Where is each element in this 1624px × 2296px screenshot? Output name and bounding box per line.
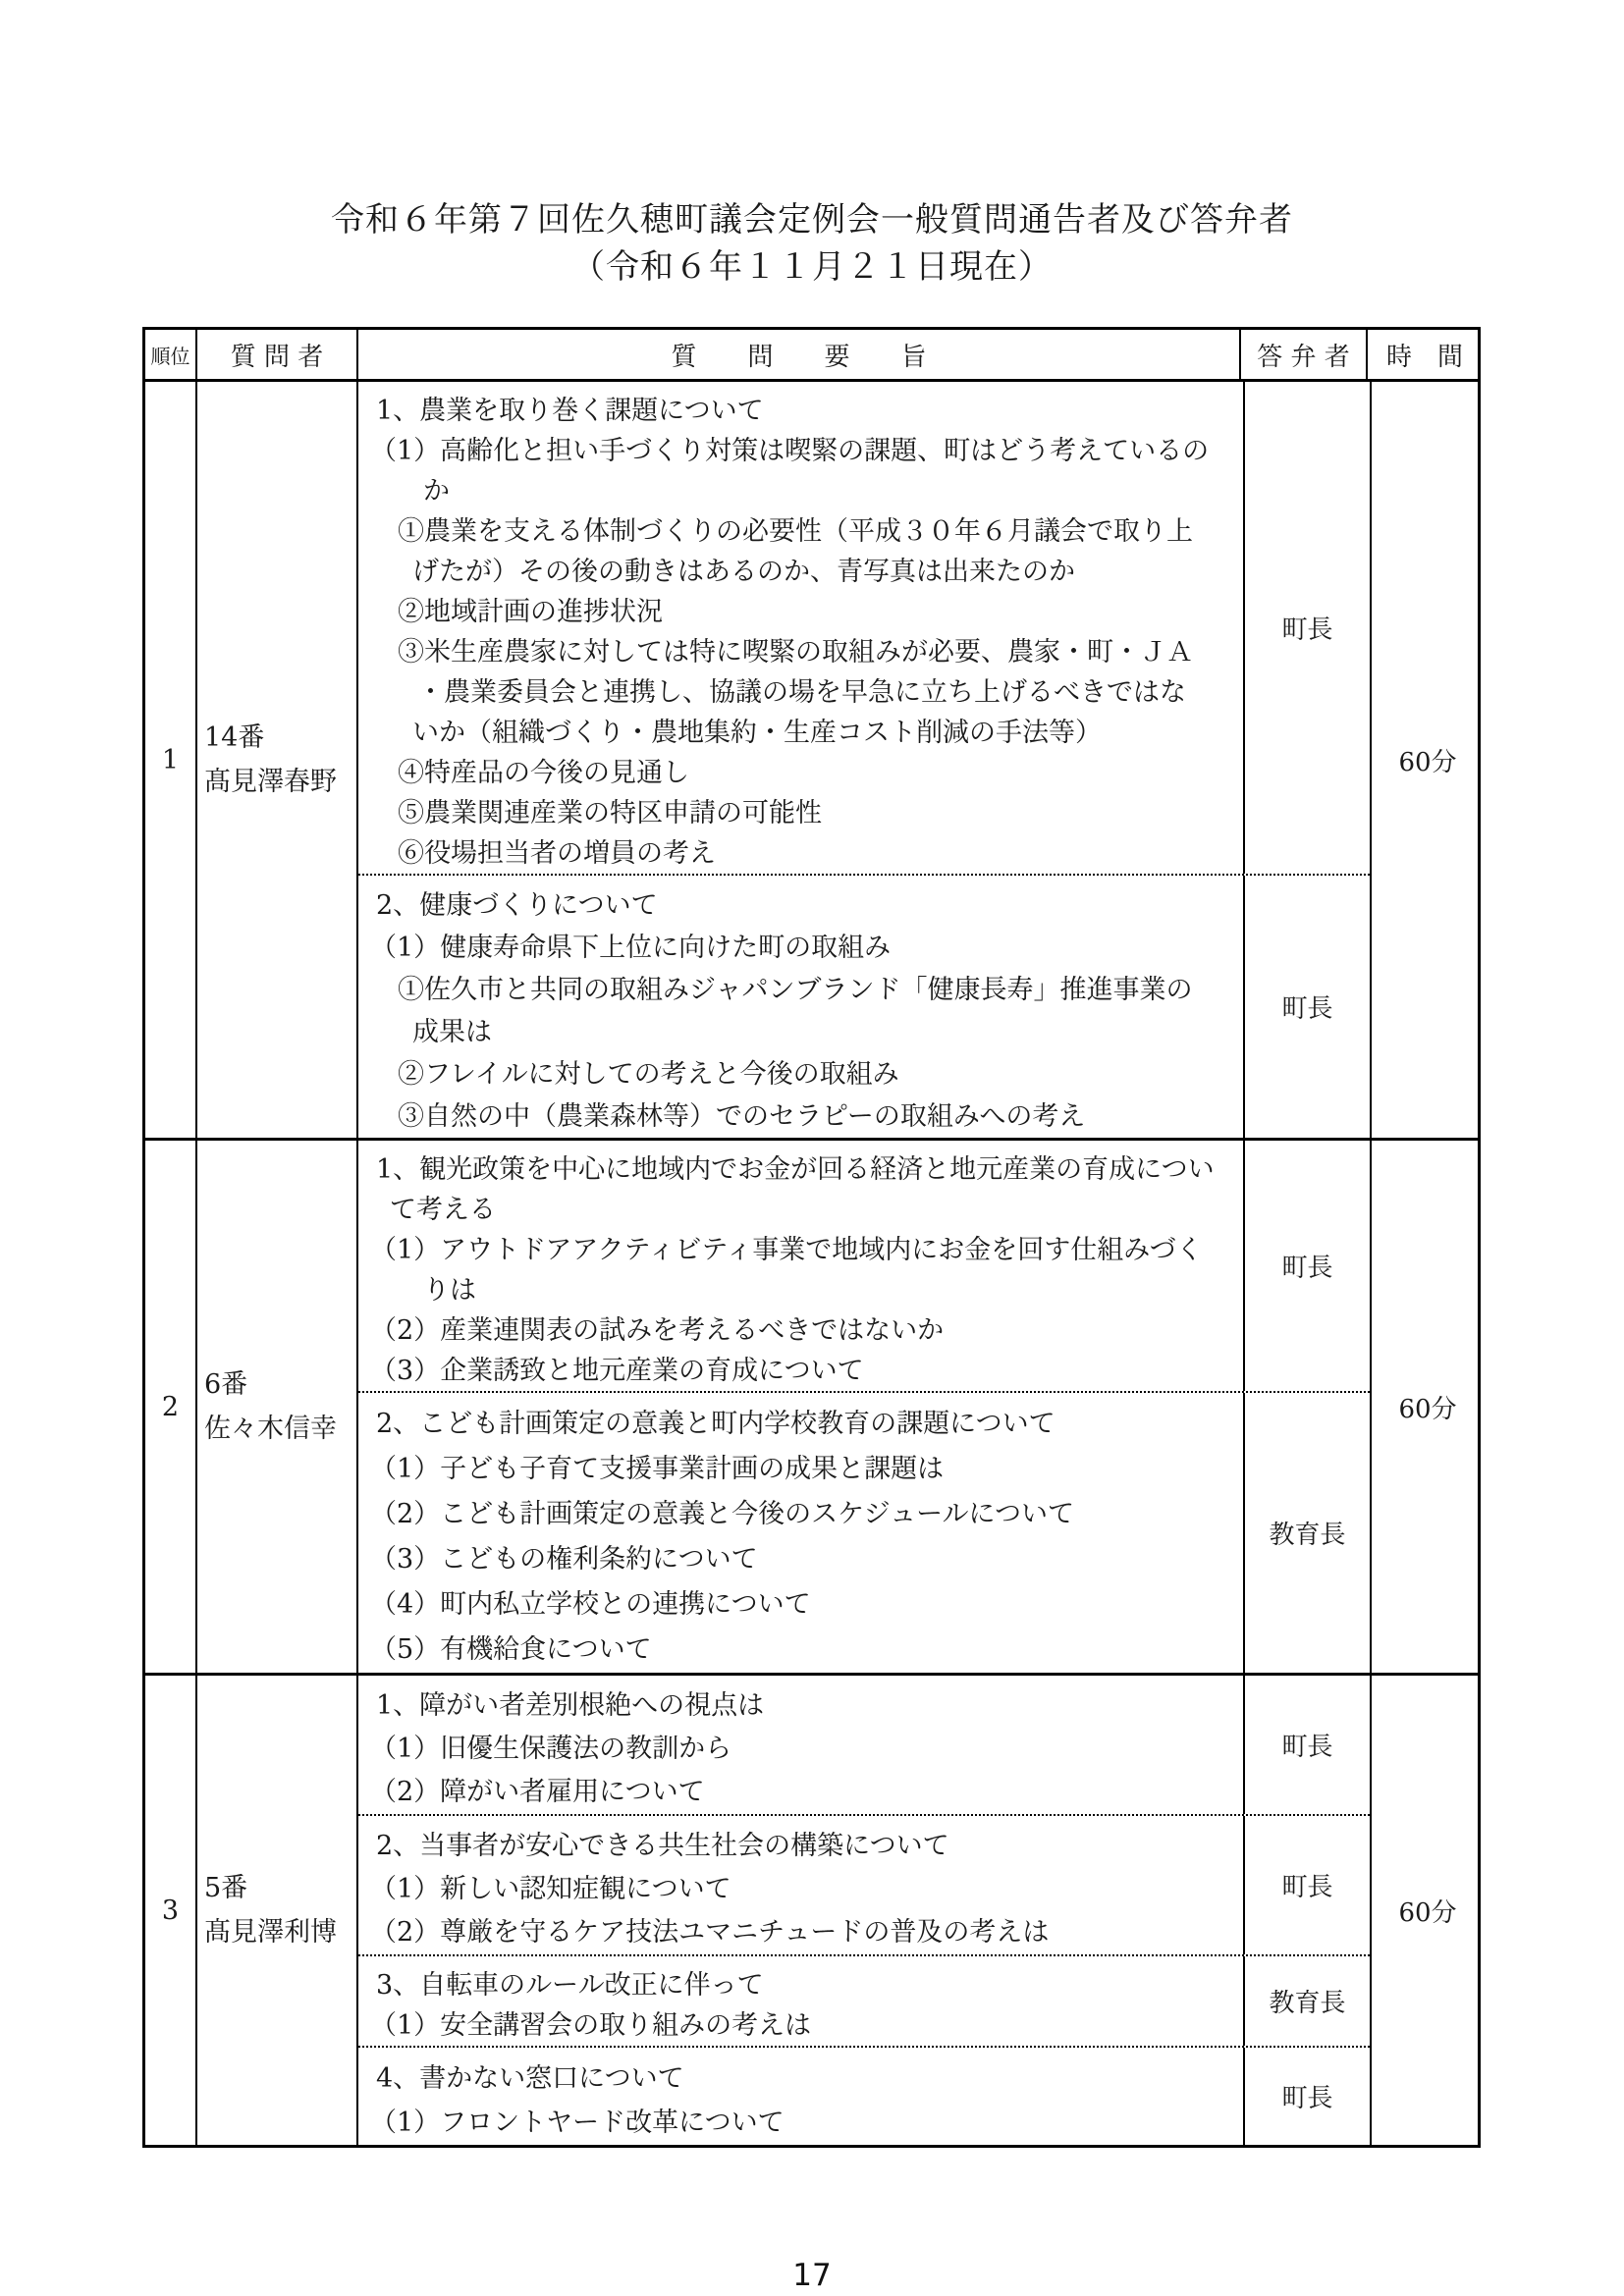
question-group [358,1141,1370,1391]
questioner-name: 佐々木信幸 [204,1414,337,1444]
question-line: （2）障がい者雇用について [370,1777,705,1807]
question-lines [358,382,1243,874]
question-lines [358,1956,1243,2046]
time-label: 60分 [1398,1897,1457,1928]
question-line: （1）安全講習会の取り組みの考えは [370,2010,812,2041]
respondent-label: 教育長 [1269,1989,1346,2018]
question-line: 2、健康づくりについて [376,890,658,921]
question-lines [358,1393,1243,1673]
question-lines [358,1816,1243,1954]
general-questions-table [142,327,1481,2148]
question-line: （1）旧優生保護法の教訓から [370,1734,732,1764]
table-row [145,1673,1478,2145]
respondent-cell [1243,876,1370,1138]
question-line: （2）産業連関表の試みを考えるべきではないか [370,1315,945,1346]
questioner-number: 14番 [204,722,265,753]
respondent-label: 町長 [1281,2084,1333,2113]
document-subtitle: （令和６年１１月２１日現在） [571,247,1053,287]
question-line: （4）町内私立学校との連携について [370,1589,811,1620]
question-groups [358,1676,1370,2145]
question-line: （1）高齢化と担い手づくり対策は喫緊の課題、町はどう考えているの [370,436,1210,466]
question-line: （3）企業誘致と地元産業の育成について [370,1356,864,1386]
question-line: か [423,476,450,507]
respondent-label: 町長 [1281,1873,1333,1902]
question-line: ②地域計画の進捗状況 [398,597,663,627]
questioner-name: 髙見澤利博 [204,1917,337,1948]
question-group [358,1814,1370,1954]
question-lines [358,1676,1243,1814]
header-time: 時 間 [1385,342,1463,372]
question-line: ⑤農業関連産業の特区申請の可能性 [398,798,822,828]
question-line: 1、障がい者差別根絶への視点は [376,1690,765,1721]
respondent-cell [1243,2048,1370,2145]
question-group [358,1954,1370,2046]
respondent-cell [1243,382,1370,874]
question-line: 1、農業を取り巻く課題について [376,396,764,426]
respondent-cell [1243,1816,1370,1954]
question-lines [358,2048,1243,2145]
question-line: ③米生産農家に対しては特に喫緊の取組みが必要、農家・町・ＪＡ [398,637,1193,667]
header-question-summary: 質 問 要 旨 [358,330,1241,379]
header-rank: 順位 [145,330,197,379]
question-line: （3）こどもの権利条約について [370,1544,758,1575]
question-line: ①佐久市と共同の取組みジャパンブランド「健康長寿」推進事業の [398,975,1193,1005]
question-line: （1）フロントヤード改革について [370,2108,785,2138]
question-line: （1）子ども子育て支援事業計画の成果と課題は [370,1454,945,1484]
time-cell [1370,1676,1484,2145]
question-groups [358,1141,1370,1673]
document-title: 令和６年第７回佐久穂町議会定例会一般質問通告者及び答弁者 [331,200,1293,240]
question-groups [358,382,1370,1138]
respondent-label: 町長 [1281,1254,1333,1283]
respondent-cell [1243,1141,1370,1391]
questioner-cell [197,382,358,1138]
table-rows [145,382,1478,2145]
question-line: （1）新しい認知症観について [370,1874,731,1904]
respondent-label: 町長 [1281,994,1333,1024]
questioner-number: 6番 [204,1369,248,1400]
rank-cell: 3 [145,1676,197,2145]
respondent-cell [1243,1956,1370,2046]
question-line: りは [423,1275,476,1306]
question-line: 3、自転車のルール改正に伴って [376,1970,764,2001]
question-line: （1）アウトドアアクティビティ事業で地域内にお金を回す仕組みづく [370,1235,1203,1265]
question-line: げたが）その後の動きはあるのか、青写真は出来たのか [412,557,1075,587]
respondent-label: 町長 [1281,615,1333,645]
question-line: 2、当事者が安心できる共生社会の構築について [376,1831,949,1861]
question-line: 成果は [412,1017,492,1047]
header-questioner: 質 問 者 [197,330,358,379]
question-line: （2）尊厳を守るケア技法ユマニチュードの普及の考えは [370,1917,1050,1948]
questioner-cell [197,1141,358,1673]
time-cell [1370,382,1484,1138]
question-line: て考える [390,1195,496,1225]
question-line: ・農業委員会と連携し、協議の場を早急に立ち上げるべきではな [417,677,1186,708]
page-number: 17 [792,2258,832,2293]
respondent-cell [1243,1393,1370,1673]
question-lines [358,1141,1243,1391]
question-line: （5）有機給食について [370,1634,652,1665]
question-group [358,1676,1370,1814]
question-line: （1）健康寿命県下上位に向けた町の取組み [370,933,892,963]
question-line: いか（組織づくり・農地集約・生産コスト削減の手法等） [412,718,1102,748]
question-line: ⑥役場担当者の増員の考え [398,838,716,869]
table-row [145,1138,1478,1673]
table-row [145,382,1478,1138]
respondent-label: 教育長 [1269,1521,1346,1550]
question-line: （2）こども計画策定の意義と今後のスケジュールについて [370,1499,1075,1529]
question-line: ①農業を支える体制づくりの必要性（平成３０年６月議会で取り上 [398,516,1193,547]
questioner-name: 髙見澤春野 [204,767,337,797]
respondent-cell [1243,1676,1370,1814]
time-label: 60分 [1398,747,1457,777]
question-line: ③自然の中（農業森林等）でのセラピーの取組みへの考え [398,1101,1086,1132]
question-line: 2、こども計画策定の意義と町内学校教育の課題について [376,1409,1056,1439]
document-title-block [0,0,1624,291]
question-group [358,2046,1370,2145]
questioner-cell [197,1676,358,2145]
rank-cell: 1 [145,382,197,1138]
question-lines [358,876,1243,1138]
header-respondent: 答 弁 者 [1241,330,1368,379]
question-group [358,874,1370,1138]
question-line: 1、観光政策を中心に地域内でお金が回る経済と地元産業の育成につい [376,1154,1215,1185]
rank-cell: 2 [145,1141,197,1673]
time-cell [1370,1141,1484,1673]
question-line: 4、書かない窓口について [376,2063,684,2094]
table-header-row [145,330,1478,382]
respondent-label: 町長 [1281,1733,1333,1762]
question-group [358,1391,1370,1673]
questioner-number: 5番 [204,1873,248,1903]
time-label: 60分 [1398,1394,1457,1424]
question-line: ④特産品の今後の見通し [398,758,689,788]
question-group [358,382,1370,874]
question-line: ②フレイルに対しての考えと今後の取組み [398,1059,899,1090]
